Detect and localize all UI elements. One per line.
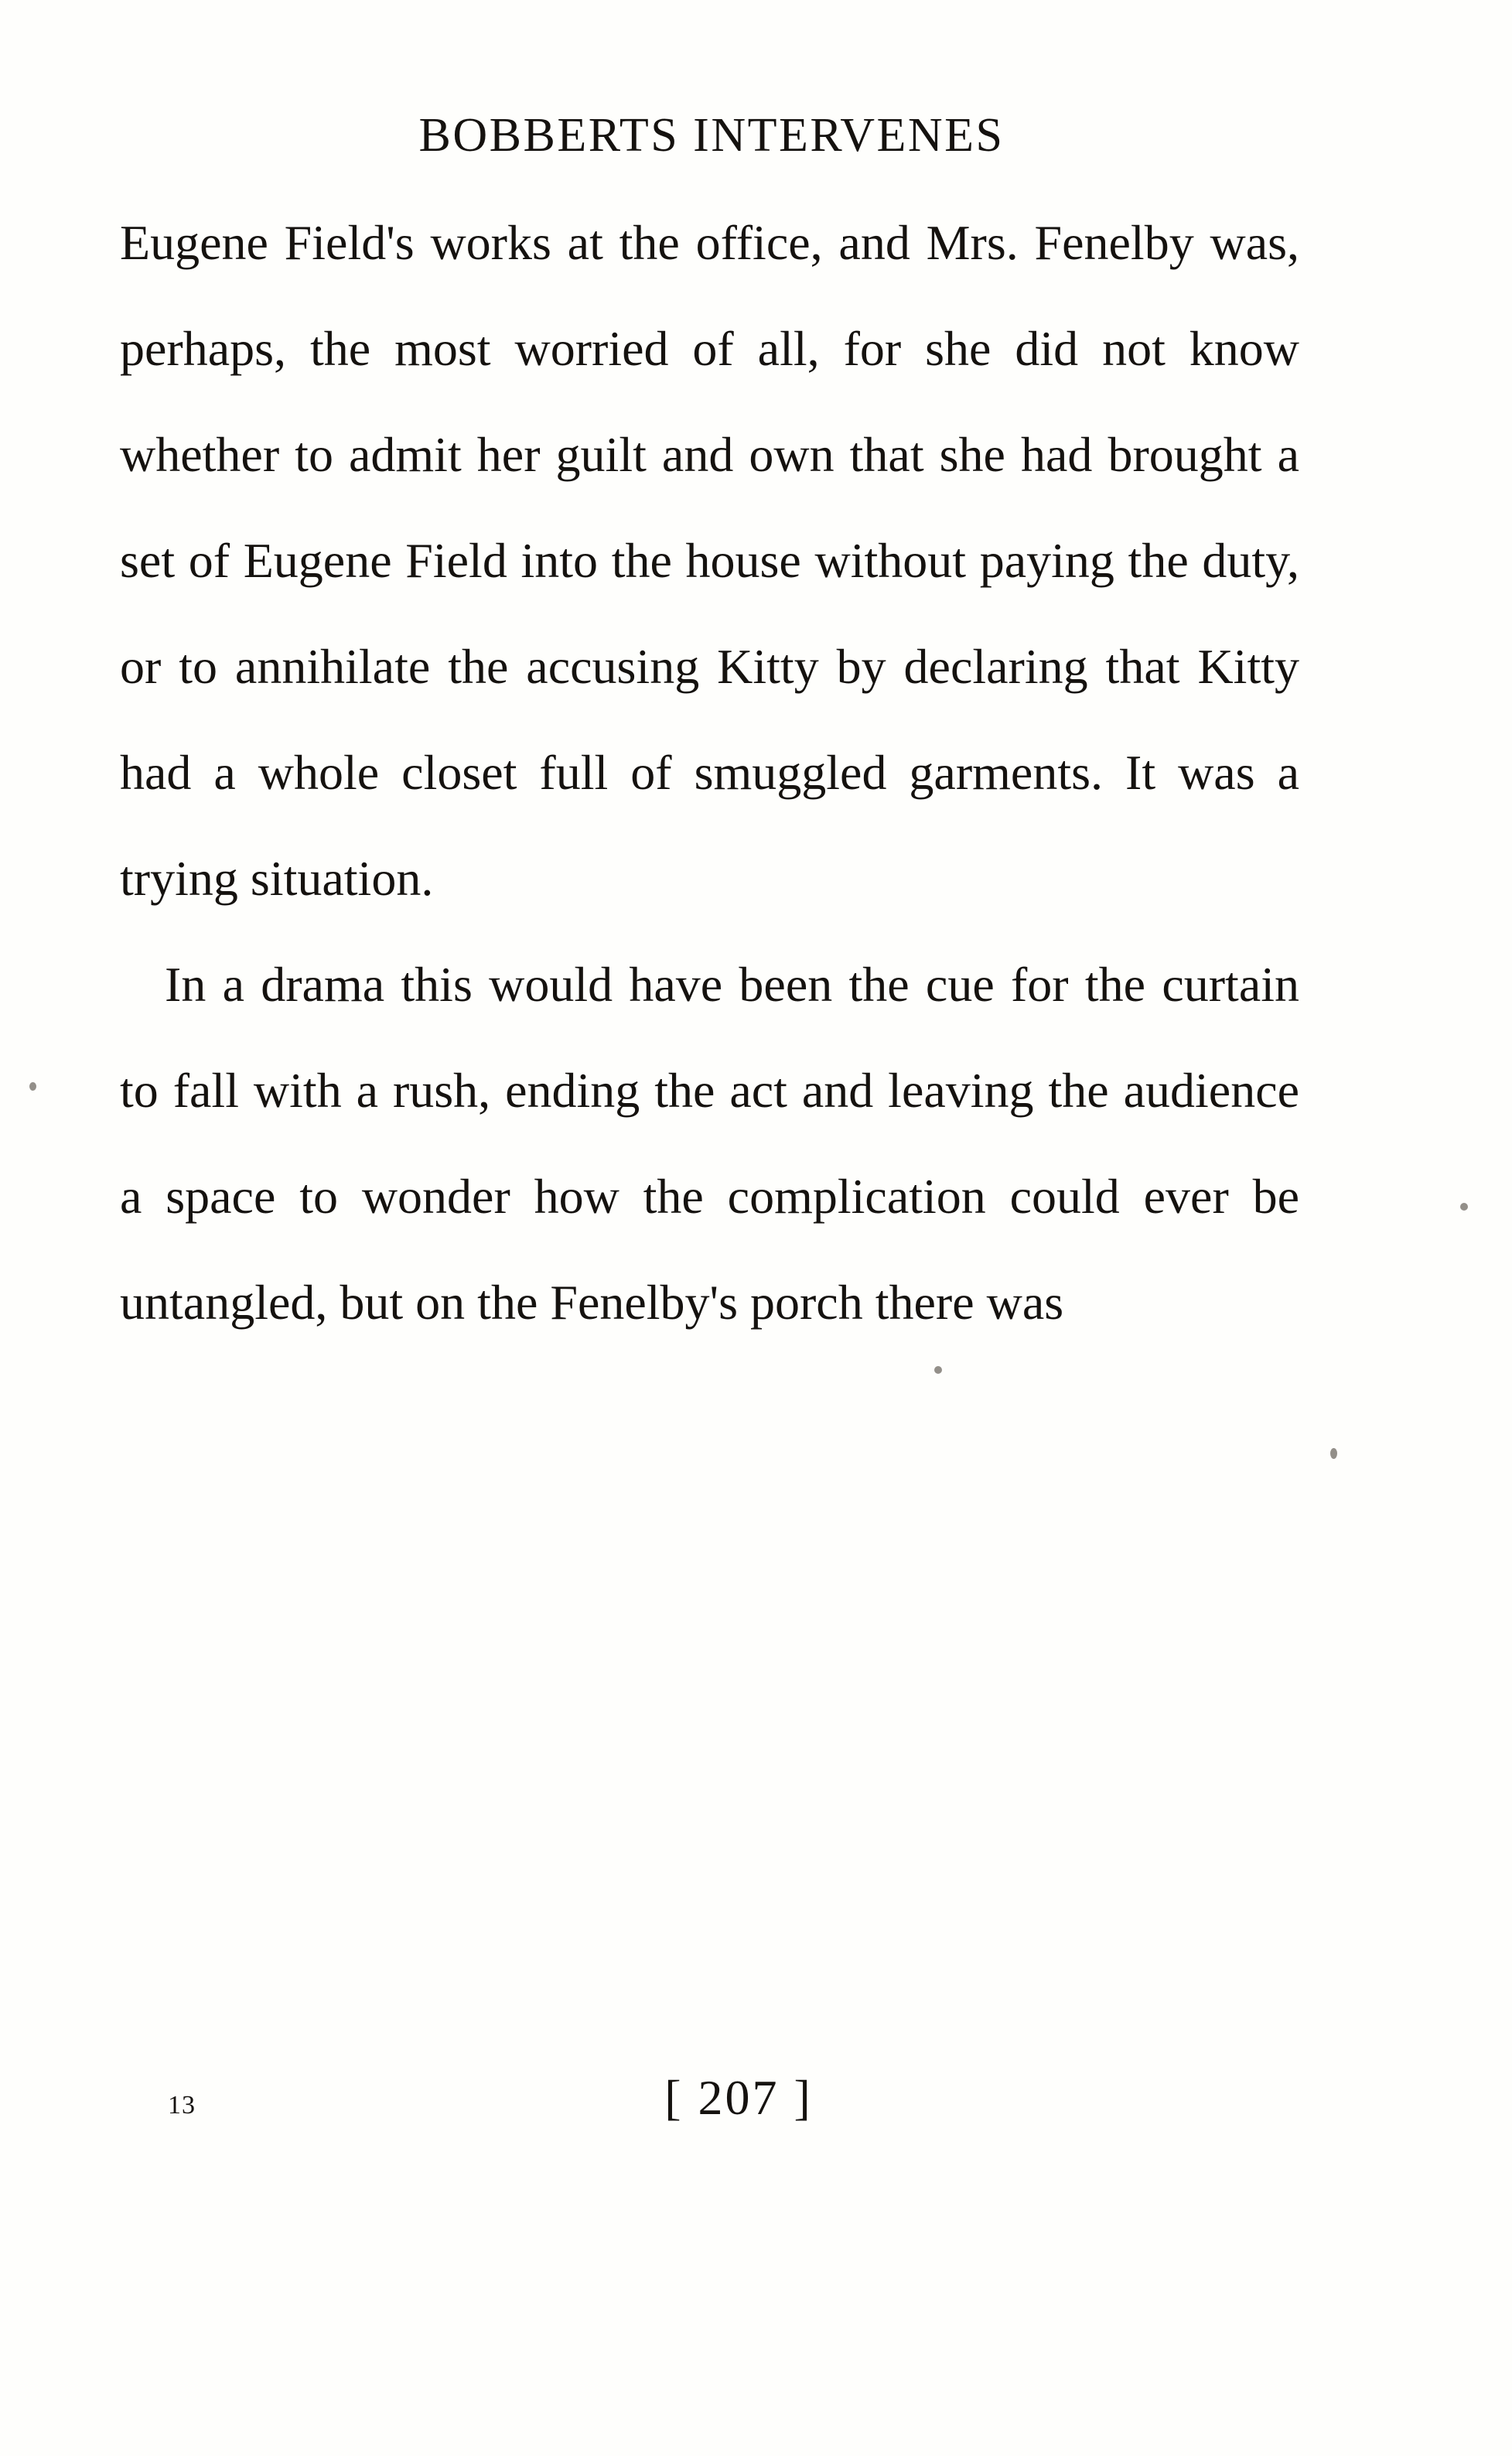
paper-speck	[1330, 1448, 1337, 1459]
page-footer	[120, 2069, 1303, 2154]
running-head: BOBBERTS INTERVENES	[418, 109, 1005, 162]
paper-speck	[934, 1366, 942, 1374]
page-number: [ 207 ]	[664, 2070, 813, 2125]
paper-speck	[29, 1082, 36, 1091]
signature-mark: 13	[168, 2091, 196, 2120]
body-paragraph-1: Eugene Field's works at the office, and Mrs. Fenelby was, perhaps, the most worried of all, for she did not know whether to admit her guilt and own that she had brought a set of Eugene Field into the house without paying the duty, or to annihilate the accusing Kitty by declaring that Kitty had a whole closet full of smuggled garments. It was a trying situation.	[120, 215, 1299, 906]
page-text-block	[120, 108, 1303, 1355]
body-paragraph-2: In a drama this would have been the cue for the curtain to fall with a rush, ending the act and leaving the audience a space to wonder how the complication could ever be untangled, but on the Fenelby's porch there was	[120, 957, 1299, 1330]
paper-speck	[1460, 1203, 1468, 1211]
